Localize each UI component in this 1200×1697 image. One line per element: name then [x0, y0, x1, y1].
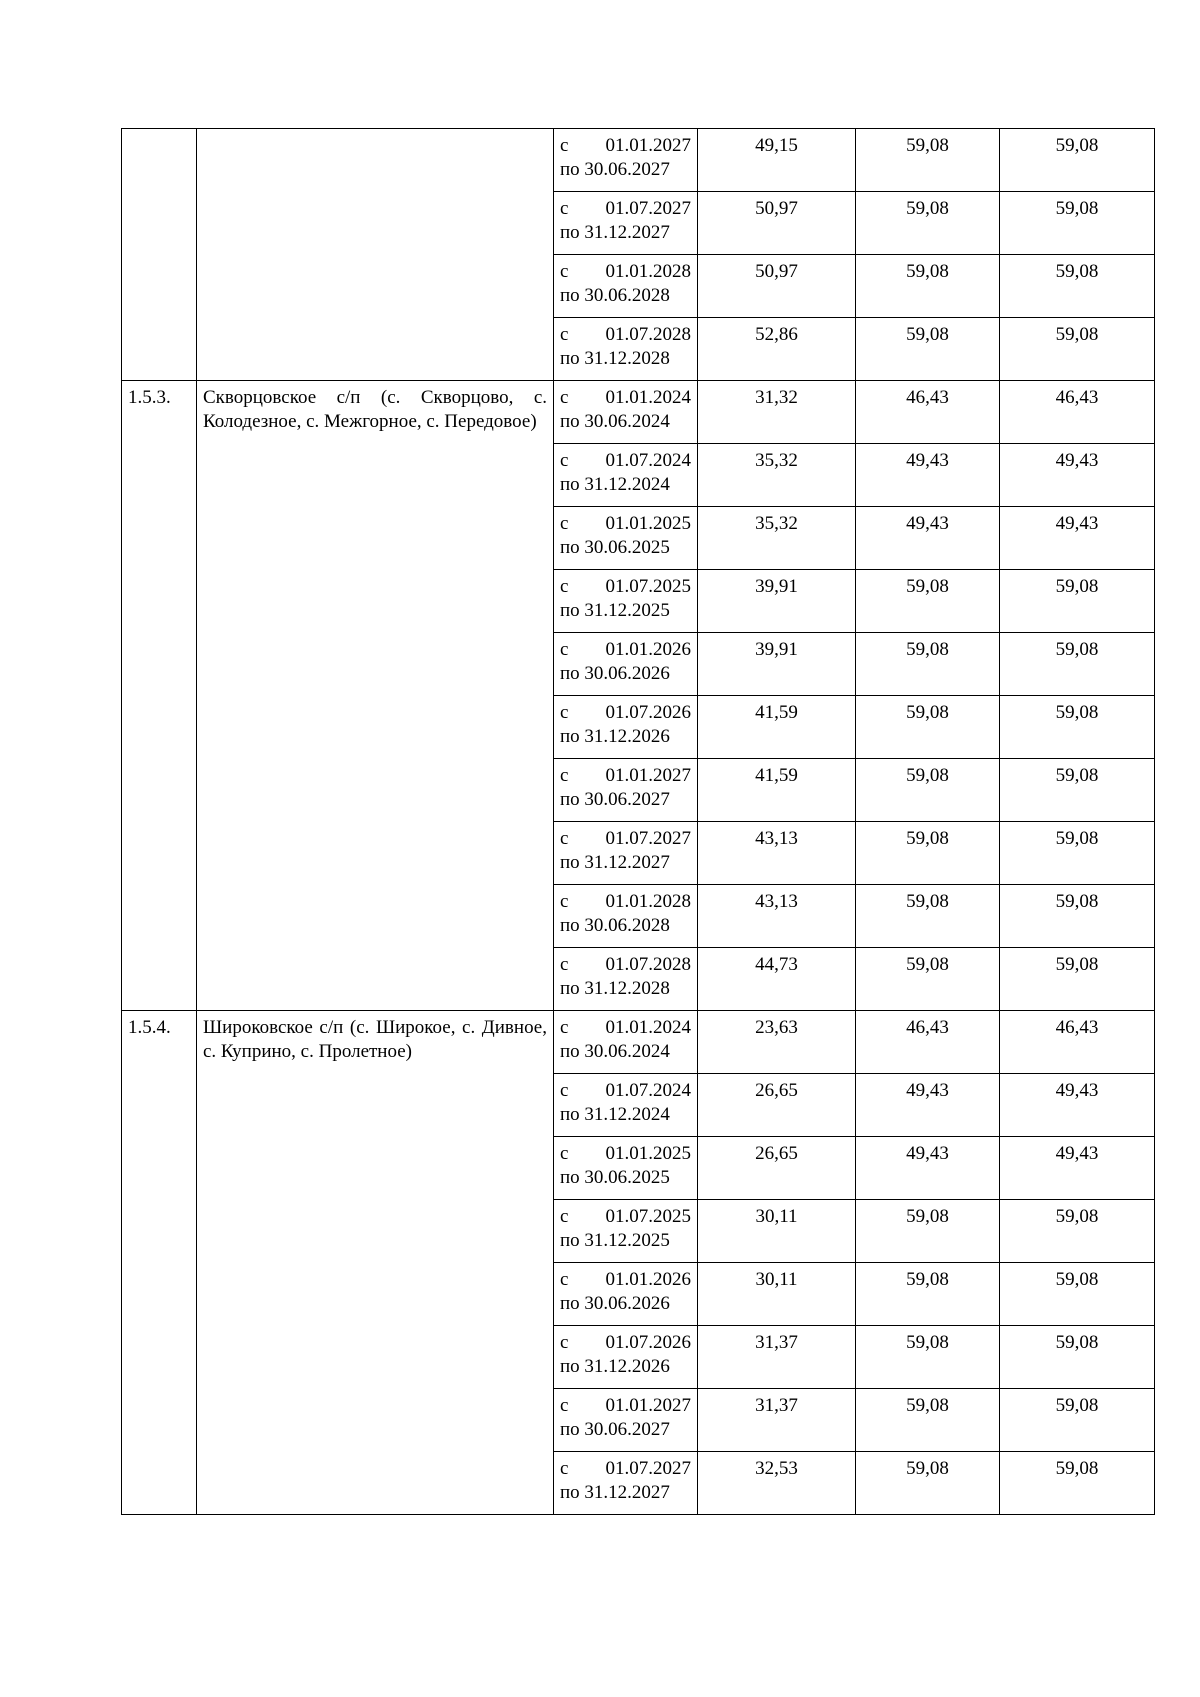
tariff-value-2: 46,43	[856, 381, 1000, 444]
tariff-value-2: 46,43	[856, 1011, 1000, 1074]
period-from-prefix: с	[560, 891, 569, 912]
tariff-value-2: 49,43	[856, 444, 1000, 507]
period-cell	[554, 1263, 698, 1326]
period-from-prefix: с	[560, 1269, 569, 1290]
tariff-value-3: 49,43	[1000, 1137, 1155, 1200]
tariff-value-3: 59,08	[1000, 948, 1155, 1011]
tariff-value-2: 59,08	[856, 822, 1000, 885]
period-from-date: 01.07.2027	[605, 828, 691, 849]
period-from-prefix: с	[560, 1395, 569, 1416]
period-to-prefix: по	[560, 1419, 580, 1440]
item-number-cell: 1.5.3.	[122, 381, 197, 1011]
period-from-prefix: с	[560, 954, 569, 975]
period-from-date: 01.07.2028	[605, 954, 691, 975]
period-from-date: 01.01.2026	[605, 639, 691, 660]
tariff-value-3: 59,08	[1000, 192, 1155, 255]
period-from-prefix: с	[560, 828, 569, 849]
period-from-date: 01.01.2027	[605, 135, 691, 156]
period-to-prefix: по	[560, 1167, 580, 1188]
tariff-value-2: 59,08	[856, 255, 1000, 318]
period-from-date: 01.07.2028	[605, 324, 691, 345]
period-to-prefix: по	[560, 1104, 580, 1125]
tariff-value-1: 43,13	[698, 822, 856, 885]
tariff-value-1: 31,32	[698, 381, 856, 444]
period-from-prefix: с	[560, 639, 569, 660]
tariff-value-1: 35,32	[698, 507, 856, 570]
tariff-value-3: 49,43	[1000, 444, 1155, 507]
period-from-date: 01.07.2025	[605, 1206, 691, 1227]
period-from-prefix: с	[560, 1332, 569, 1353]
period-from-date: 01.07.2026	[605, 1332, 691, 1353]
tariff-value-3: 59,08	[1000, 1263, 1155, 1326]
period-from-date: 01.07.2024	[605, 450, 691, 471]
period-from-prefix: с	[560, 1206, 569, 1227]
period-from-date: 01.01.2027	[605, 765, 691, 786]
tariff-value-3: 59,08	[1000, 633, 1155, 696]
period-from-prefix: с	[560, 450, 569, 471]
tariff-value-3: 59,08	[1000, 1326, 1155, 1389]
tariff-value-1: 31,37	[698, 1389, 856, 1452]
settlement-name: Широковское с/п (с. Широкое, с. Дивное, с. Куприно, с. Пролетное)	[203, 1017, 547, 1062]
period-to-date: 31.12.2025	[584, 600, 670, 621]
tariff-value-1: 52,86	[698, 318, 856, 381]
tariff-value-3: 59,08	[1000, 129, 1155, 192]
period-to-date: 31.12.2026	[584, 726, 670, 747]
period-to-prefix: по	[560, 1041, 580, 1062]
period-to-prefix: по	[560, 222, 580, 243]
period-from-prefix: с	[560, 1080, 569, 1101]
period-from-date: 01.01.2025	[605, 1143, 691, 1164]
period-cell	[554, 318, 698, 381]
period-cell	[554, 1074, 698, 1137]
period-to-prefix: по	[560, 348, 580, 369]
tariff-value-1: 26,65	[698, 1074, 856, 1137]
period-to-prefix: по	[560, 663, 580, 684]
period-to-prefix: по	[560, 789, 580, 810]
period-cell	[554, 192, 698, 255]
period-to-date: 30.06.2028	[584, 915, 670, 936]
tariff-value-3: 59,08	[1000, 318, 1155, 381]
period-cell	[554, 1200, 698, 1263]
period-to-date: 30.06.2025	[584, 537, 670, 558]
period-to-prefix: по	[560, 537, 580, 558]
tariff-value-2: 59,08	[856, 633, 1000, 696]
period-from-date: 01.07.2025	[605, 576, 691, 597]
tariff-value-3: 59,08	[1000, 696, 1155, 759]
tariff-value-2: 59,08	[856, 1263, 1000, 1326]
tariff-value-1: 43,13	[698, 885, 856, 948]
period-cell	[554, 507, 698, 570]
tariff-value-3: 59,08	[1000, 255, 1155, 318]
period-from-date: 01.01.2024	[605, 1017, 691, 1038]
period-from-prefix: с	[560, 702, 569, 723]
period-from-date: 01.07.2026	[605, 702, 691, 723]
tariff-value-2: 59,08	[856, 1389, 1000, 1452]
tariff-value-2: 59,08	[856, 696, 1000, 759]
tariff-value-3: 59,08	[1000, 759, 1155, 822]
period-from-prefix: с	[560, 1017, 569, 1038]
period-from-prefix: с	[560, 135, 569, 156]
tariff-value-3: 46,43	[1000, 381, 1155, 444]
period-cell	[554, 255, 698, 318]
settlement-name-cell	[197, 1011, 554, 1515]
tariff-value-2: 59,08	[856, 1452, 1000, 1515]
tariff-value-2: 59,08	[856, 570, 1000, 633]
period-to-prefix: по	[560, 600, 580, 621]
period-from-date: 01.01.2026	[605, 1269, 691, 1290]
period-to-date: 30.06.2027	[584, 789, 670, 810]
period-from-prefix: с	[560, 513, 569, 534]
period-to-date: 31.12.2026	[584, 1356, 670, 1377]
tariff-value-1: 23,63	[698, 1011, 856, 1074]
period-to-date: 31.12.2028	[584, 348, 670, 369]
tariff-value-1: 30,11	[698, 1200, 856, 1263]
tariff-value-1: 49,15	[698, 129, 856, 192]
table-row	[122, 1011, 1155, 1074]
period-from-date: 01.01.2028	[605, 891, 691, 912]
period-to-date: 30.06.2026	[584, 663, 670, 684]
tariff-value-3: 49,43	[1000, 507, 1155, 570]
period-to-prefix: по	[560, 852, 580, 873]
table-row	[122, 129, 1155, 192]
tariff-value-3: 59,08	[1000, 885, 1155, 948]
tariff-value-1: 30,11	[698, 1263, 856, 1326]
tariff-value-2: 59,08	[856, 192, 1000, 255]
period-from-prefix: с	[560, 198, 569, 219]
period-from-prefix: с	[560, 1143, 569, 1164]
tariff-value-3: 59,08	[1000, 570, 1155, 633]
period-to-prefix: по	[560, 978, 580, 999]
period-cell	[554, 1137, 698, 1200]
period-to-date: 31.12.2025	[584, 1230, 670, 1251]
period-cell	[554, 1326, 698, 1389]
period-cell	[554, 444, 698, 507]
settlement-name-cell	[197, 129, 554, 381]
period-to-prefix: по	[560, 285, 580, 306]
tariff-value-1: 41,59	[698, 759, 856, 822]
period-from-prefix: с	[560, 576, 569, 597]
period-to-date: 30.06.2027	[584, 1419, 670, 1440]
period-to-date: 30.06.2024	[584, 1041, 670, 1062]
period-to-date: 30.06.2025	[584, 1167, 670, 1188]
period-cell	[554, 759, 698, 822]
tariff-value-3: 59,08	[1000, 1200, 1155, 1263]
period-cell	[554, 1389, 698, 1452]
tariff-value-2: 49,43	[856, 1137, 1000, 1200]
tariff-table	[121, 128, 1155, 1515]
period-from-date: 01.07.2027	[605, 198, 691, 219]
period-to-prefix: по	[560, 159, 580, 180]
period-from-date: 01.01.2025	[605, 513, 691, 534]
period-to-date: 30.06.2024	[584, 411, 670, 432]
tariff-value-2: 49,43	[856, 507, 1000, 570]
table-row	[122, 381, 1155, 444]
tariff-value-2: 49,43	[856, 1074, 1000, 1137]
period-from-date: 01.01.2024	[605, 387, 691, 408]
period-from-date: 01.01.2027	[605, 1395, 691, 1416]
tariff-value-3: 49,43	[1000, 1074, 1155, 1137]
tariff-value-2: 59,08	[856, 948, 1000, 1011]
period-cell	[554, 948, 698, 1011]
period-to-prefix: по	[560, 1482, 580, 1503]
tariff-table-body	[122, 129, 1155, 1515]
settlement-name-cell	[197, 381, 554, 1011]
period-cell	[554, 696, 698, 759]
tariff-value-2: 59,08	[856, 885, 1000, 948]
period-to-date: 31.12.2027	[584, 852, 670, 873]
tariff-value-1: 41,59	[698, 696, 856, 759]
tariff-value-1: 39,91	[698, 570, 856, 633]
period-to-date: 30.06.2026	[584, 1293, 670, 1314]
period-from-prefix: с	[560, 261, 569, 282]
period-cell	[554, 1011, 698, 1074]
tariff-value-2: 59,08	[856, 759, 1000, 822]
tariff-value-3: 59,08	[1000, 822, 1155, 885]
period-to-prefix: по	[560, 1293, 580, 1314]
tariff-value-2: 59,08	[856, 1326, 1000, 1389]
tariff-value-1: 26,65	[698, 1137, 856, 1200]
period-to-prefix: по	[560, 411, 580, 432]
period-from-date: 01.07.2027	[605, 1458, 691, 1479]
tariff-value-1: 50,97	[698, 255, 856, 318]
tariff-value-1: 32,53	[698, 1452, 856, 1515]
period-from-prefix: с	[560, 1458, 569, 1479]
period-from-prefix: с	[560, 765, 569, 786]
item-number-cell	[122, 129, 197, 381]
tariff-value-1: 50,97	[698, 192, 856, 255]
tariff-value-1: 39,91	[698, 633, 856, 696]
period-to-date: 30.06.2027	[584, 159, 670, 180]
tariff-value-1: 35,32	[698, 444, 856, 507]
period-cell	[554, 1452, 698, 1515]
tariff-value-3: 59,08	[1000, 1389, 1155, 1452]
period-to-prefix: по	[560, 726, 580, 747]
item-number-cell: 1.5.4.	[122, 1011, 197, 1515]
period-to-prefix: по	[560, 1230, 580, 1251]
period-to-prefix: по	[560, 474, 580, 495]
tariff-value-2: 59,08	[856, 318, 1000, 381]
tariff-value-1: 44,73	[698, 948, 856, 1011]
period-cell	[554, 381, 698, 444]
period-to-date: 31.12.2028	[584, 978, 670, 999]
period-from-prefix: с	[560, 387, 569, 408]
period-to-date: 31.12.2024	[584, 1104, 670, 1125]
tariff-value-1: 31,37	[698, 1326, 856, 1389]
period-from-prefix: с	[560, 324, 569, 345]
period-to-prefix: по	[560, 915, 580, 936]
tariff-value-3: 46,43	[1000, 1011, 1155, 1074]
tariff-value-3: 59,08	[1000, 1452, 1155, 1515]
settlement-name: Скворцовское с/п (с. Скворцово, с. Колодезное, с. Межгорное, с. Передовое)	[203, 387, 547, 432]
period-from-date: 01.07.2024	[605, 1080, 691, 1101]
tariff-value-2: 59,08	[856, 129, 1000, 192]
period-to-date: 31.12.2027	[584, 1482, 670, 1503]
period-cell	[554, 570, 698, 633]
period-from-date: 01.01.2028	[605, 261, 691, 282]
period-cell	[554, 822, 698, 885]
period-cell	[554, 633, 698, 696]
period-to-date: 31.12.2024	[584, 474, 670, 495]
period-to-prefix: по	[560, 1356, 580, 1377]
tariff-value-2: 59,08	[856, 1200, 1000, 1263]
period-cell	[554, 885, 698, 948]
period-to-date: 30.06.2028	[584, 285, 670, 306]
period-to-date: 31.12.2027	[584, 222, 670, 243]
period-cell	[554, 129, 698, 192]
